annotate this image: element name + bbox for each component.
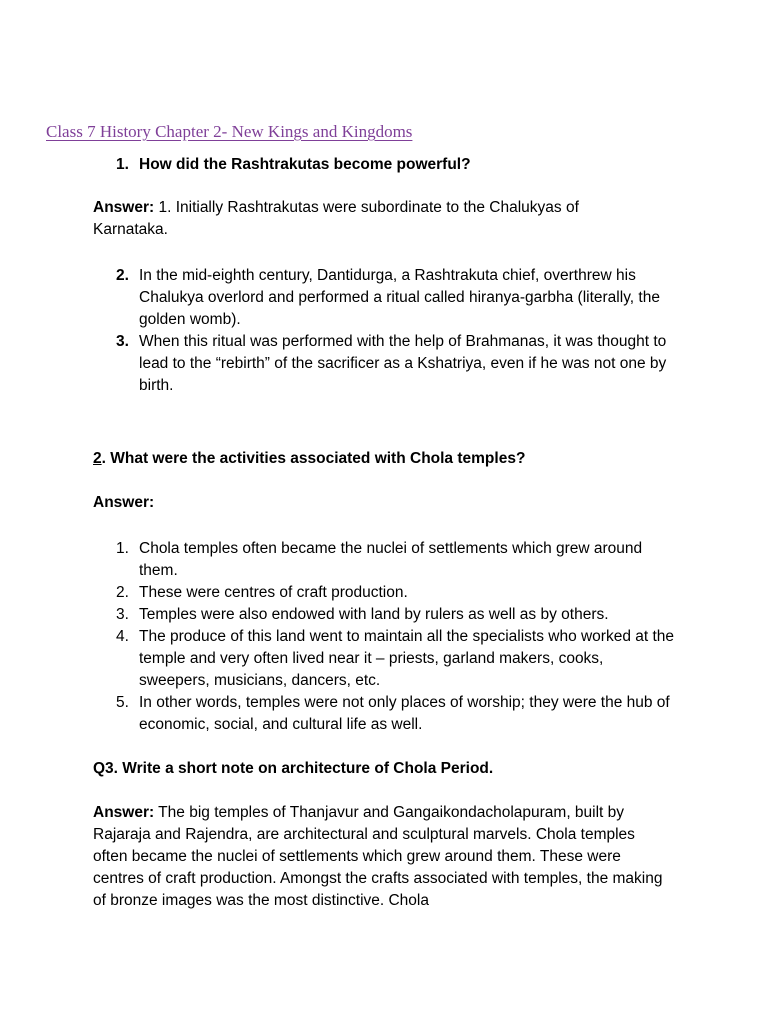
list-item-number: 2. <box>116 584 129 601</box>
answer-2-list <box>116 538 676 736</box>
question-1-number: 1. <box>116 156 129 173</box>
answer-1-label: Answer: <box>93 199 155 216</box>
list-item <box>116 582 676 604</box>
list-item-number: 2. <box>116 267 129 284</box>
question-1-text: How did the Rashtrakutas become powerful? <box>139 156 471 173</box>
list-item-text: When this ritual was performed with the help of Brahmanas, it was thought to lead to the “rebirth” of the sacrificer as a Kshatriya, even if he was not one by birth. <box>139 333 667 394</box>
list-item <box>116 692 676 736</box>
question-2 <box>93 448 525 470</box>
list-item-text: Temples were also endowed with land by rulers as well as by others. <box>139 606 609 623</box>
list-item-text: These were centres of craft production. <box>139 584 408 601</box>
list-item <box>116 626 676 692</box>
list-item-number: 1. <box>116 540 129 557</box>
answer-3-paragraph <box>93 802 673 912</box>
answer-2-label: Answer: <box>93 494 155 511</box>
list-item <box>116 604 676 626</box>
answer-3-label: Answer: <box>93 804 155 821</box>
list-item-text: In other words, temples were not only places of worship; they were the hub of economic, social, and cultural life as well. <box>139 694 670 733</box>
answer-1-list <box>116 265 676 397</box>
question-2-text: . What were the activities associated with Chola temples? <box>101 450 526 467</box>
question-3: Q3. Write a short note on architecture of Chola Period. <box>93 760 494 777</box>
question-1 <box>116 154 471 176</box>
list-item-number: 3. <box>116 606 129 623</box>
list-item <box>116 538 676 582</box>
list-item-number: 4. <box>116 628 129 645</box>
list-item-number: 5. <box>116 694 129 711</box>
list-item <box>116 265 676 331</box>
answer-1-paragraph <box>93 197 653 241</box>
list-item-text: The produce of this land went to maintain all the specialists who worked at the temple and very often lived near it – priests, garland makers, cooks, sweepers, musicians, dancers, etc. <box>139 628 675 689</box>
question-2-number: 2 <box>93 450 102 467</box>
list-item-number: 3. <box>116 333 129 350</box>
list-item-text: In the mid-eighth century, Dantidurga, a Rashtrakuta chief, overthrew his Chalukya overlord and performed a ritual called hiranya-garbha (literally, the golden womb). <box>139 267 660 328</box>
page-title: Class 7 History Chapter 2- New Kings and Kingdoms <box>46 122 413 141</box>
list-item-text: Chola temples often became the nuclei of settlements which grew around them. <box>139 540 643 579</box>
answer-1-text: 1. Initially Rashtrakutas were subordinate to the Chalukyas of Karnataka. <box>93 199 579 238</box>
list-item <box>116 331 676 397</box>
answer-3-text: The big temples of Thanjavur and Gangaikondacholapuram, built by Rajaraja and Rajendra, are architectural and sculptural marvels. Chola temples often became the nuclei of settlements which grew around them. These were centres of craft production. Amongst the crafts associated with temples, the making of bronze images was the most distinctive. Chola <box>93 804 663 909</box>
